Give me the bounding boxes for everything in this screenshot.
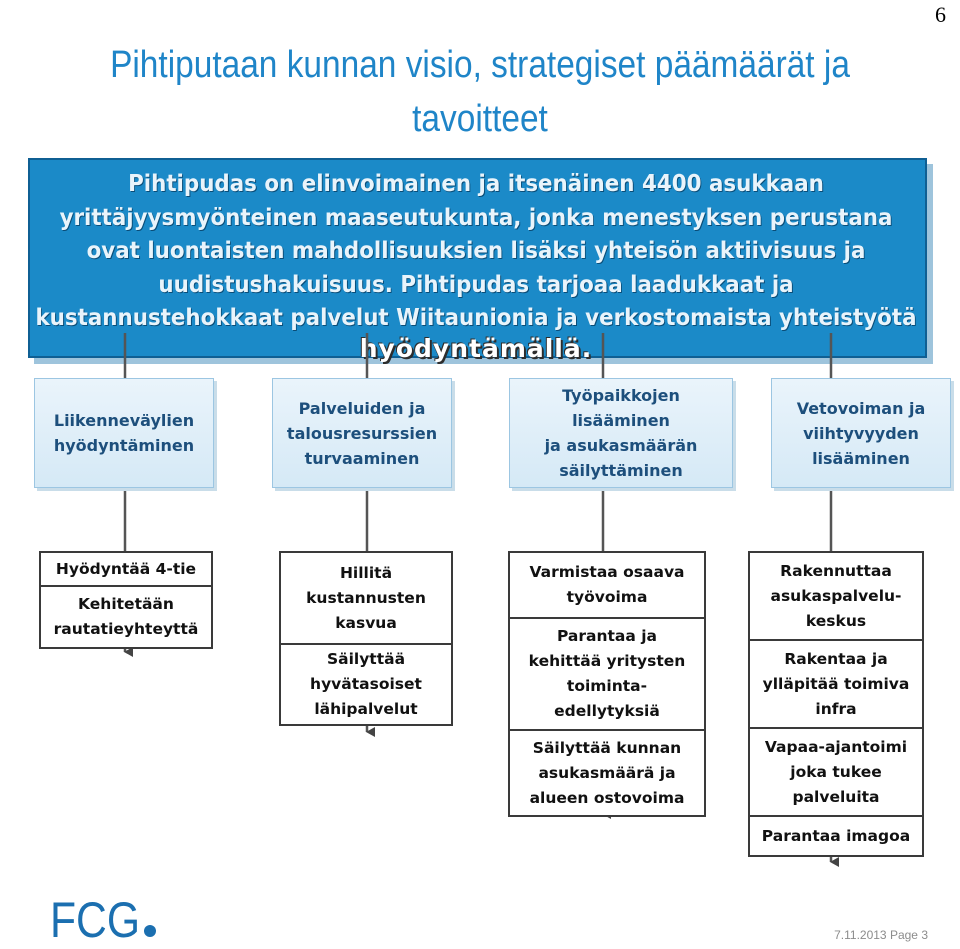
goal-line: ja asukasmäärän <box>544 436 698 455</box>
goal-line: turvaaminen <box>304 448 420 468</box>
objective-line: Parantaa imagoa <box>761 826 911 845</box>
objective-box <box>748 551 924 641</box>
objective-line: kasvua <box>335 613 397 632</box>
goal-box-3 <box>509 378 733 488</box>
goal-line: lisääminen <box>812 448 910 468</box>
objective-line: infra <box>815 699 857 718</box>
objective-line: Varmistaa osaava <box>529 563 685 581</box>
objective-line: edellytyksiä <box>554 702 660 720</box>
objective-line: joka tukee <box>790 762 882 781</box>
objective-box <box>748 817 924 857</box>
objective-box <box>508 619 706 731</box>
objective-line: palveluita <box>792 787 880 806</box>
objective-line: Rakennuttaa <box>780 561 892 580</box>
page-number: 6 <box>935 2 946 27</box>
objective-line: ylläpitää toimiva <box>762 674 910 693</box>
objective-line: Kehitetään <box>78 595 174 613</box>
objective-line: Rakentaa ja <box>784 649 888 668</box>
objective-line: työvoima <box>566 588 648 606</box>
goal-box-4 <box>771 378 951 488</box>
goal-line: hyödyntäminen <box>53 436 195 455</box>
objective-box <box>748 641 924 729</box>
vision-line: yrittäjyysmyönteinen maaseutukunta, jonka menestyksen perustana <box>59 204 893 231</box>
goal-line: lisääminen <box>572 411 670 430</box>
objective-box <box>279 645 453 726</box>
objective-box <box>39 551 213 587</box>
objective-line: rautatieyhteyttä <box>53 620 199 638</box>
objective-line: alueen ostovoima <box>529 788 685 807</box>
vision-line: kustannustehokkaat palvelut Wiitaunionia ja verkostomaista yhteistyötä <box>35 305 917 331</box>
goal-line: säilyttäminen <box>559 461 683 480</box>
objective-box <box>748 729 924 817</box>
page-title: Pihtiputaan kunnan visio, strategiset päämäärät ja tavoitteet <box>110 44 850 140</box>
footer-date: 7.11.2013 <box>834 928 887 942</box>
objective-line: lähipalvelut <box>314 700 418 718</box>
objective-box <box>508 551 706 619</box>
objective-line: kehittää yritysten <box>528 652 686 670</box>
objective-line: asukaspalvelu- <box>770 586 902 605</box>
goal-line: talousresurssien <box>286 423 438 443</box>
objectives-column-2 <box>279 551 453 726</box>
objectives-column-4 <box>748 551 924 857</box>
objective-box <box>508 731 706 817</box>
vision-line: Pihtipudas on elinvoimainen ja itsenäinen 4400 asukkaan <box>128 171 824 197</box>
footer <box>834 928 928 942</box>
footer-page: Page 3 <box>889 928 928 942</box>
goal-line: Palveluiden ja <box>298 398 426 418</box>
goal-line: Työpaikkojen <box>562 386 680 405</box>
objective-line: Vapaa-ajantoimi <box>764 737 908 756</box>
goal-line: Liikenneväylien <box>53 411 195 430</box>
objective-line: Säilyttää kunnan <box>532 738 682 757</box>
vision-line: uudistushakuisuus. Pihtipudas tarjoaa laadukkaat ja <box>158 271 794 298</box>
objective-box <box>279 551 453 645</box>
vision-line: ovat luontaisten mahdollisuuksien lisäksi yhteisön aktiivisuus ja <box>86 238 866 264</box>
logo-text: FCG <box>50 893 140 943</box>
logo-dot <box>144 925 156 937</box>
objectives-column-3 <box>508 551 706 817</box>
vision-tail: hyödyntämällä. <box>359 334 593 363</box>
objective-line: kustannusten <box>306 588 426 607</box>
objective-line: Hyödyntää 4-tie <box>55 559 197 578</box>
objective-line: toiminta- <box>566 677 648 695</box>
fcg-logo <box>50 893 160 943</box>
objective-line: Hillitä <box>339 563 393 582</box>
vision-text <box>33 168 918 336</box>
goal-box-1 <box>34 378 214 488</box>
objective-line: keskus <box>805 611 867 630</box>
objective-line: Parantaa ja <box>556 627 658 645</box>
objective-box <box>39 587 213 649</box>
objective-line: Säilyttää <box>326 650 406 668</box>
objective-line: hyvätasoiset <box>310 675 422 693</box>
objectives-column-1 <box>39 551 213 649</box>
goal-line: viihtyvyyden <box>803 423 919 443</box>
objective-line: asukasmäärä ja <box>538 763 676 782</box>
goal-line: Vetovoiman ja <box>796 398 926 418</box>
goal-box-2 <box>272 378 452 488</box>
